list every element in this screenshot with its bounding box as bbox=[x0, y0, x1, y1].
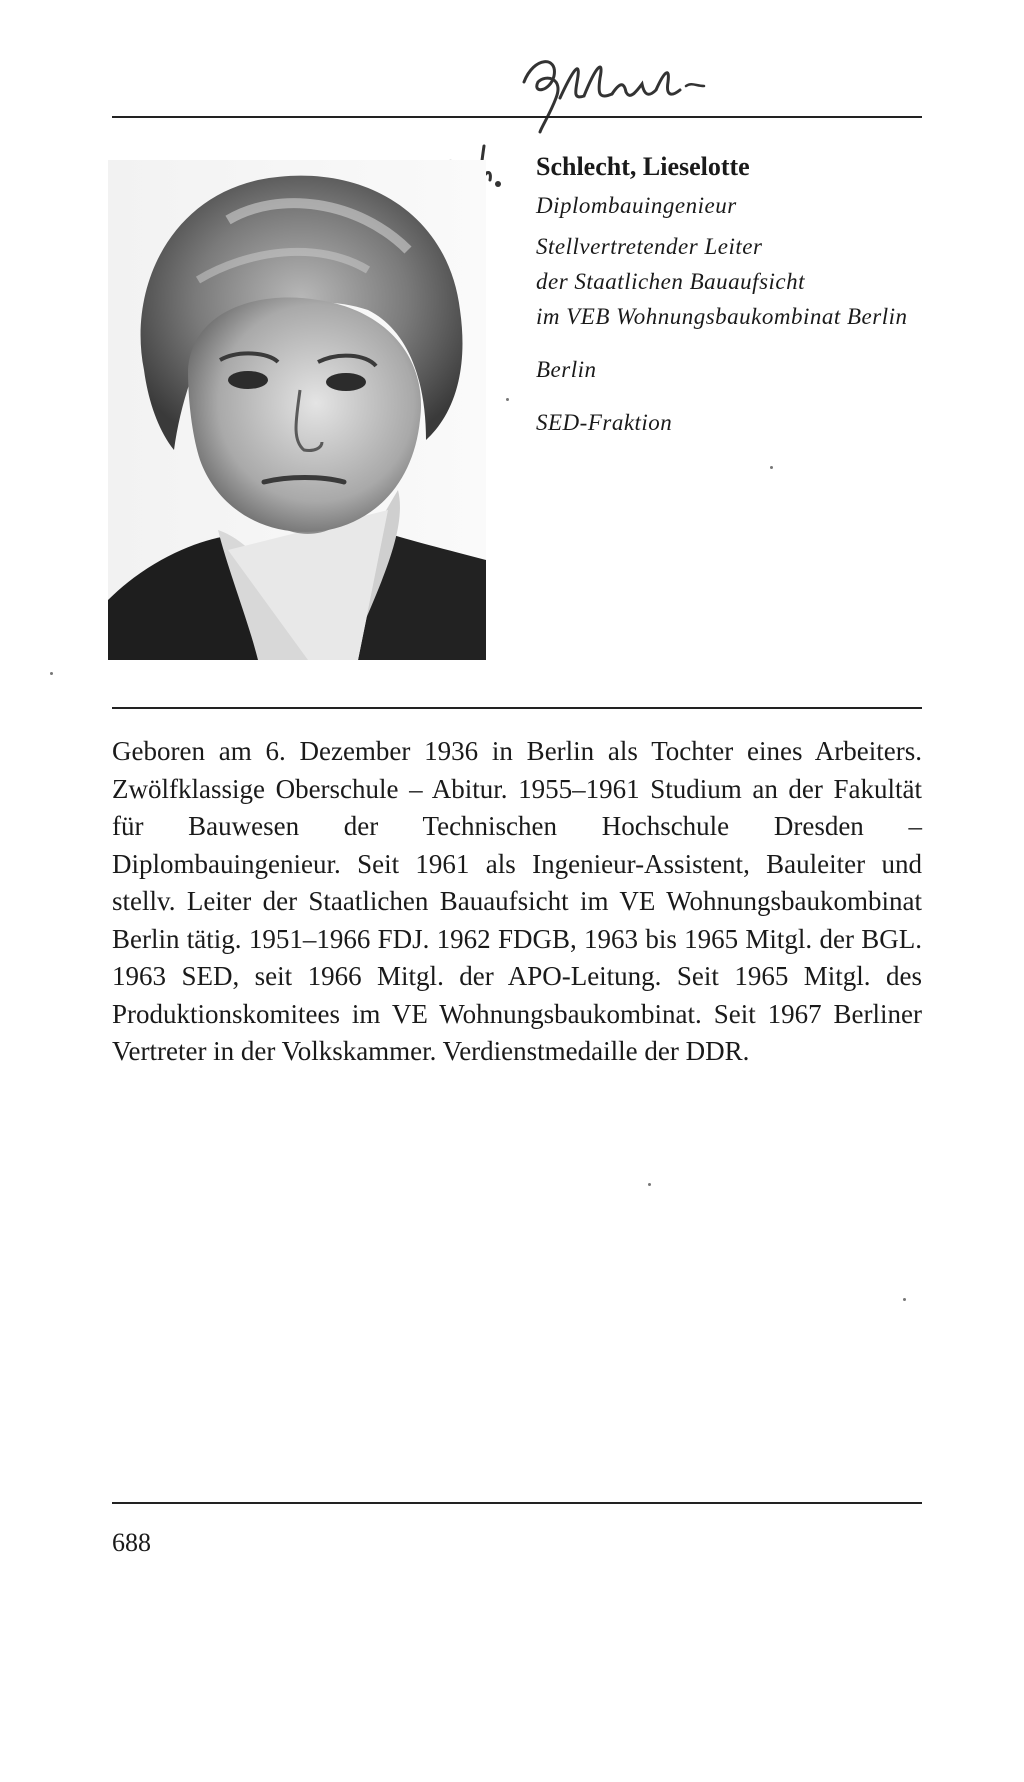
scan-speck bbox=[50, 672, 53, 675]
person-header bbox=[536, 150, 986, 440]
page-number: 688 bbox=[112, 1528, 151, 1557]
position-line-2: der Staatlichen Bauaufsicht bbox=[536, 269, 806, 294]
scan-speck bbox=[903, 1298, 906, 1301]
position-line-3: im VEB Wohnungsbaukombinat Berlin bbox=[536, 304, 908, 329]
scan-speck bbox=[770, 466, 773, 469]
person-name: Schlecht, Lieselotte bbox=[536, 152, 750, 181]
person-city: Berlin bbox=[536, 357, 597, 382]
middle-rule bbox=[112, 707, 922, 709]
top-rule bbox=[112, 116, 922, 118]
biography-text: Geboren am 6. Dezember 1936 in Berlin als Tochter eines Arbeiters. Zwölfklassige Oberschule – Abitur. 1955–1961 Studium an der Fakultät für Bauwesen der Technischen Hochschule Dresden – Diplombauingenieur. Seit 1961 als Ingenieur-Assistent, Bauleiter und stellv. Leiter der Staatlichen Bauaufsicht im VE Wohnungsbaukombinat Berlin tätig. 1951–1966 FDJ. 1962 FDGB, 1963 bis 1965 Mitgl. der BGL. 1963 SED, seit 1966 Mitgl. der APO-Leitung. Seit 1965 Mitgl. des Produktionskomitees im VE Wohnungsbaukombinat. Seit 1967 Berliner Vertreter in der Volkskammer. Verdienstmedaille der DDR. bbox=[112, 736, 922, 1066]
scan-speck bbox=[506, 398, 509, 401]
portrait-photo bbox=[108, 160, 486, 660]
person-faction: SED-Fraktion bbox=[536, 410, 673, 435]
bottom-rule bbox=[112, 1502, 922, 1504]
scan-speck bbox=[648, 1183, 651, 1186]
handwritten-annotation-top bbox=[520, 42, 720, 132]
person-title: Diplombauingenieur bbox=[536, 193, 737, 218]
position-line-1: Stellvertretender Leiter bbox=[536, 234, 763, 259]
